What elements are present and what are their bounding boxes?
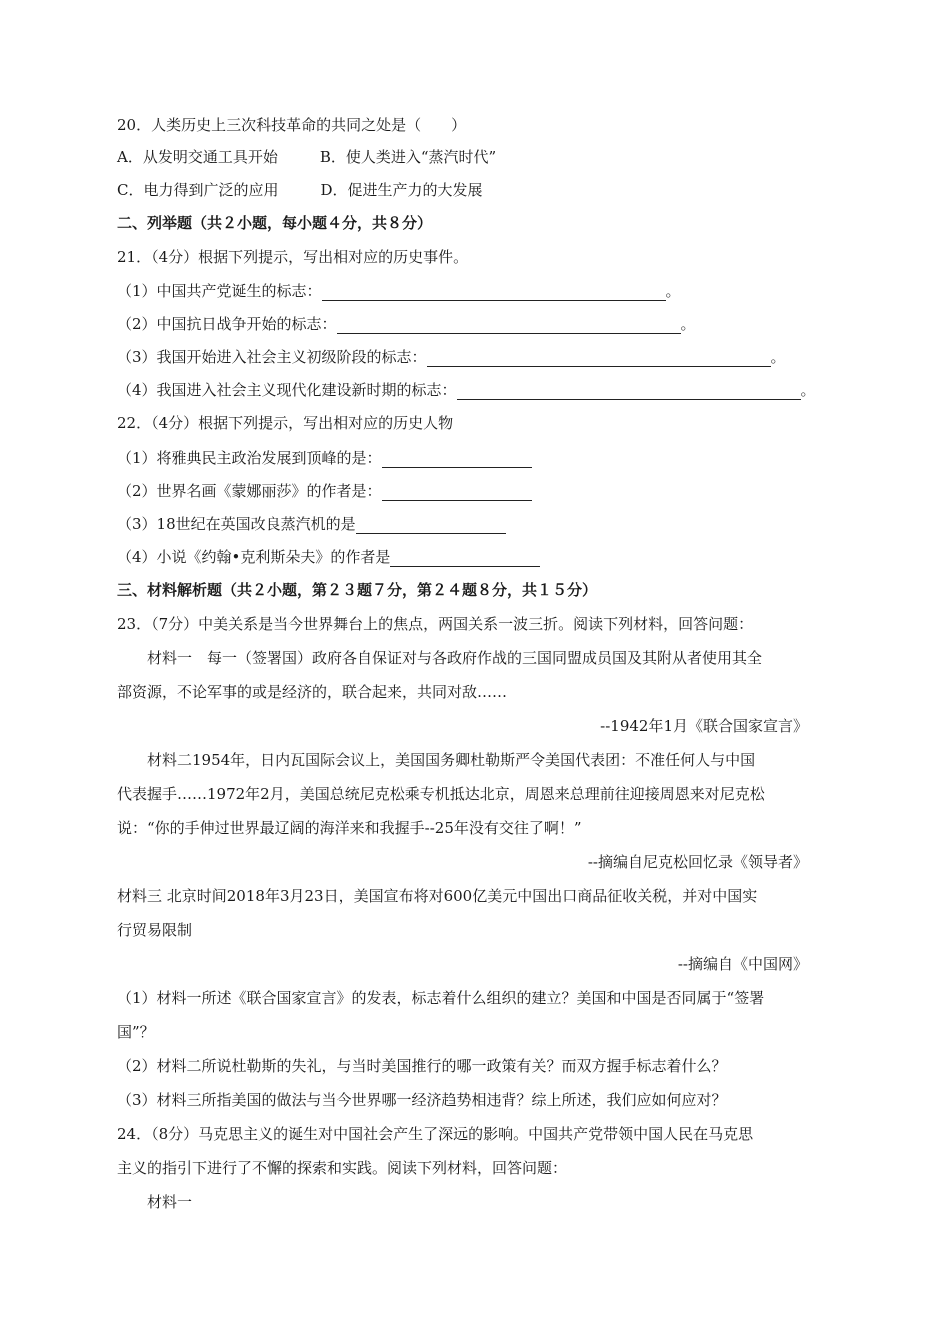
q23-stem: 23．（7分）中美关系是当今世界舞台上的焦点，两国关系一波三折。阅读下列材料，回答问题： xyxy=(117,615,754,633)
q23-material1-line1: 材料一 每一（签署国）政府各自保证对与各政府作战的三国同盟成员国及其附从者使用其全 xyxy=(147,649,763,667)
q23-material3-line1: 材料三 北京时间2018年3月23日，美国宣布将对600亿美元中国出口商品征收关税，并对中国实 xyxy=(117,887,758,905)
q21-item-3-label: （3）我国开始进入社会主义初级阶段的标志： xyxy=(117,348,427,366)
q20-options-ab xyxy=(117,147,496,167)
q21-item-3 xyxy=(117,347,786,367)
q22-answer-blank-4[interactable] xyxy=(390,550,540,567)
q21-answer-blank-2[interactable] xyxy=(337,317,681,334)
q23-subquestion1-line1: （1）材料一所述《联合国家宣言》的发表，标志着什么组织的建立？美国和中国是否同属于“签署 xyxy=(117,989,765,1007)
q21-item-4-label: （4）我国进入社会主义现代化建设新时期的标志： xyxy=(117,381,457,399)
q21-item-4-end: 。 xyxy=(800,381,816,399)
section2-heading: 二、列举题（共２小题，每小题４分，共８分） xyxy=(117,214,433,232)
q21-item-1-end: 。 xyxy=(665,282,681,300)
q24-stem-line2: 主义的指引下进行了不懈的探索和实践。阅读下列材料，回答问题： xyxy=(117,1159,568,1177)
q23-subquestion1-line2: 国”？ xyxy=(117,1023,155,1041)
q22-item-2 xyxy=(117,481,532,501)
q23-material2-line1: 材料二1954年，日内瓦国际会议上，美国国务卿杜勒斯严令美国代表团：不准任何人与中国 xyxy=(147,751,756,769)
q20-option-a: A．从发明交通工具开始 xyxy=(117,148,278,166)
q20-option-c: C．电力得到广泛的应用 xyxy=(117,181,279,199)
q21-item-1 xyxy=(117,281,681,301)
q21-answer-blank-3[interactable] xyxy=(427,350,771,367)
q21-answer-blank-4[interactable] xyxy=(457,383,801,400)
q22-item-1-label: （1）将雅典民主政治发展到顶峰的是： xyxy=(117,449,382,467)
q21-item-2-end: 。 xyxy=(680,315,696,333)
q22-answer-blank-2[interactable] xyxy=(382,484,532,501)
q24-material1-label: 材料一 xyxy=(147,1193,193,1211)
q20-option-d: D．促进生产力的大发展 xyxy=(320,181,483,199)
q22-item-3 xyxy=(117,514,506,534)
q21-item-2 xyxy=(117,314,696,334)
q22-item-2-label: （2）世界名画《蒙娜丽莎》的作者是： xyxy=(117,482,382,500)
q22-answer-blank-3[interactable] xyxy=(356,517,506,534)
q22-stem: 22．（4分）根据下列提示，写出相对应的历史人物 xyxy=(117,414,454,432)
q21-item-3-end: 。 xyxy=(770,348,786,366)
q23-subquestion2: （2）材料二所说杜勒斯的失礼，与当时美国推行的哪一政策有关？而双方握手标志着什么？ xyxy=(117,1057,727,1075)
q21-answer-blank-1[interactable] xyxy=(322,284,666,301)
q22-answer-blank-1[interactable] xyxy=(382,451,532,468)
q21-item-4 xyxy=(117,380,816,400)
q22-item-4-label: （4）小说《约翰•克利斯朵夫》的作者是 xyxy=(117,548,391,566)
q22-item-1 xyxy=(117,448,532,468)
q21-item-2-label: （2）中国抗日战争开始的标志： xyxy=(117,315,337,333)
q20-option-b: B．使人类进入“蒸汽时代” xyxy=(319,148,497,166)
section3-heading: 三、材料解析题（共２小题，第２３题７分，第２４题８分，共１５分） xyxy=(117,581,598,599)
q23-material3-source: --摘编自《中国网》 xyxy=(677,955,808,973)
q23-material2-line3: 说：“你的手伸过世界最辽阔的海洋来和我握手--25年没有交往了啊！” xyxy=(117,819,582,837)
q21-stem: 21．（4分）根据下列提示，写出相对应的历史事件。 xyxy=(117,248,469,266)
q21-item-1-label: （1）中国共产党诞生的标志： xyxy=(117,282,322,300)
q20-options-cd xyxy=(117,180,483,200)
q22-item-4 xyxy=(117,547,540,567)
q23-material1-line2: 部资源，不论军事的或是经济的，联合起来，共同对敌…… xyxy=(117,683,508,701)
q23-material2-line2: 代表握手……1972年2月，美国总统尼克松乘专机抵达北京，周恩来总理前往迎接周恩来对尼克松 xyxy=(117,785,765,803)
q23-material3-line2: 行贸易限制 xyxy=(117,921,193,939)
q23-material1-source: --1942年1月《联合国家宣言》 xyxy=(600,717,808,735)
q22-item-3-label: （3）18世纪在英国改良蒸汽机的是 xyxy=(117,515,356,533)
q20-stem: 20．人类历史上三次科技革命的共同之处是（ ） xyxy=(117,116,467,134)
q23-material2-source: --摘编自尼克松回忆录《领导者》 xyxy=(587,853,808,871)
q24-stem-line1: 24．（8分）马克思主义的诞生对中国社会产生了深远的影响。中国共产党带领中国人民在马克思 xyxy=(117,1125,754,1143)
q23-subquestion3: （3）材料三所指美国的做法与当今世界哪一经济趋势相违背？综上所述，我们应如何应对？ xyxy=(117,1091,727,1109)
